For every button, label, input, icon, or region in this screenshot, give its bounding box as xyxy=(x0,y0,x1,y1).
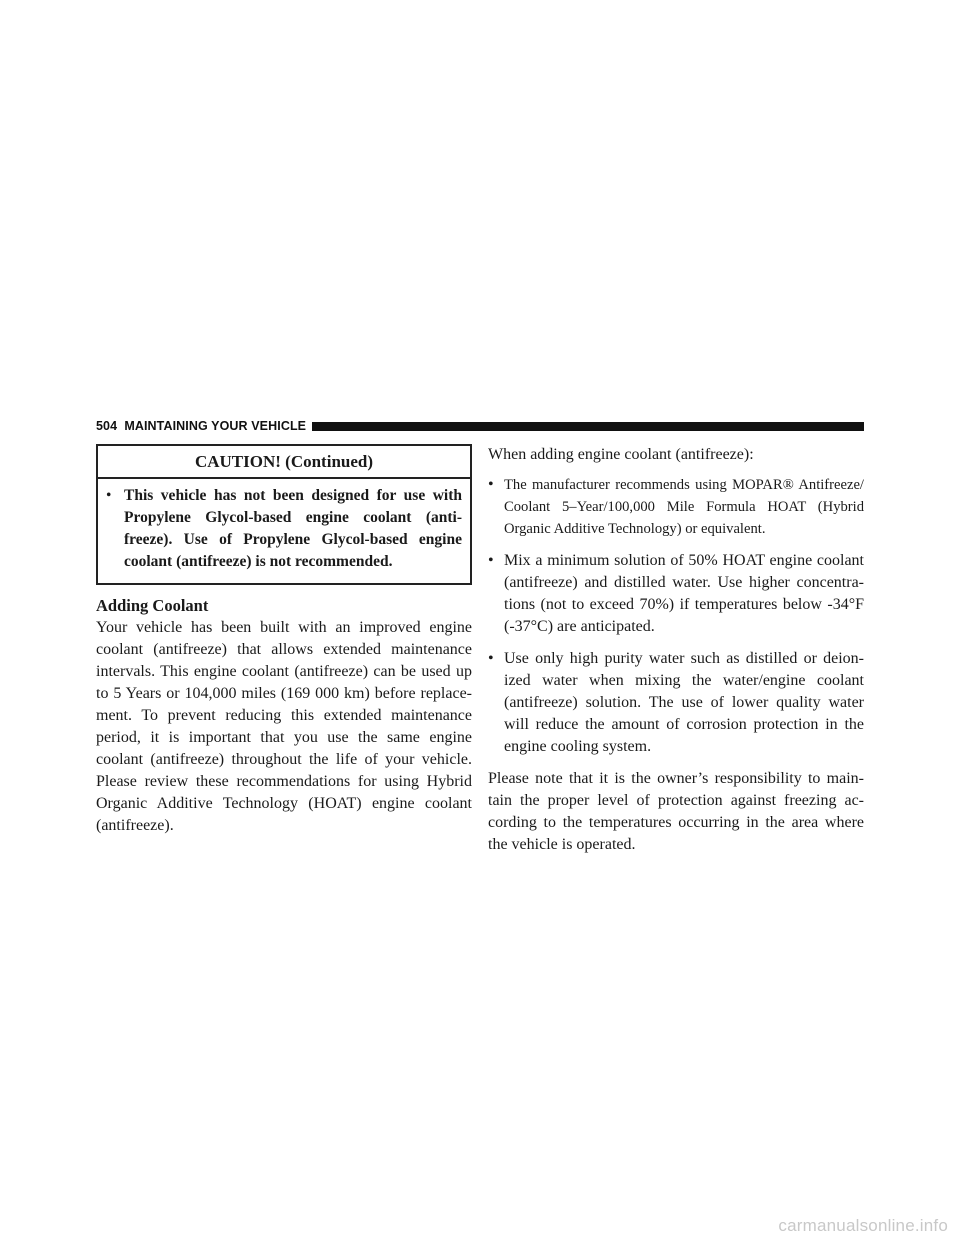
bullet-icon: • xyxy=(488,476,494,493)
bullet-icon: • xyxy=(488,552,494,569)
caution-bullet-item xyxy=(106,485,462,573)
caution-title: CAUTION! (Continued) xyxy=(98,446,470,479)
bullet-icon: • xyxy=(488,650,494,667)
list-item xyxy=(488,550,864,638)
list-item xyxy=(488,474,864,540)
section-title: MAINTAINING YOUR VEHICLE xyxy=(124,419,307,433)
page-header-text xyxy=(96,419,306,433)
closing-paragraph: Please note that it is the owner’s responsibility to main-tain the proper level of protection against freezing ac-cording to the temperatures occurring in the area where the vehicle is operated. xyxy=(488,770,864,853)
bullet-icon: • xyxy=(106,487,112,504)
watermark: carmanualsonline.info xyxy=(778,1216,948,1235)
list-item xyxy=(488,648,864,758)
left-column xyxy=(96,444,472,837)
section-heading-adding-coolant: Adding Coolant xyxy=(96,596,209,615)
adding-coolant-paragraph: Your vehicle has been built with an improved engine coolant (antifreeze) that allows extended maintenance intervals. This engine coolant (antifreeze) can be used up to 5 Years or 104,000 miles (169 000 km) before replace-ment. To prevent reducing this extended maintenance period, it is important that you use the same engine coolant (antifreeze) throughout the life of your vehicle. Please review these recommendations for using Hybrid Organic Additive Technology (HOAT) engine coolant (antifreeze). xyxy=(96,619,472,834)
right-column xyxy=(488,444,864,856)
caution-bullet-text: This vehicle has not been designed for use with Propylene Glycol-based engine coolant (anti-freeze). Use of Propylene Glycol-based engine coolant (antifreeze) is not recommended. xyxy=(124,487,462,570)
page-header xyxy=(96,418,864,434)
list-item-text: Use only high purity water such as distilled or deion-ized water when mixing the water/engine coolant (antifreeze) solution. The use of lower quality water will reduce the amount of corrosion protection in the engine cooling system. xyxy=(504,650,864,755)
list-item-text: The manufacturer recommends using MOPAR® Antifreeze/ Coolant 5–Year/100,000 Mile Formula HOAT (Hybrid Organic Additive Technology) or equivalent. xyxy=(504,477,864,537)
header-rule xyxy=(312,422,864,431)
adding-intro: When adding engine coolant (antifreeze): xyxy=(488,446,754,463)
page-number: 504 xyxy=(96,419,118,433)
list-item-text: Mix a minimum solution of 50% HOAT engine coolant (antifreeze) and distilled water. Use higher concentra-tions (not to exceed 70%) if temperatures below -34°F (-37°C) are anticipated. xyxy=(504,552,864,635)
caution-body xyxy=(98,479,470,583)
caution-box xyxy=(96,444,472,585)
